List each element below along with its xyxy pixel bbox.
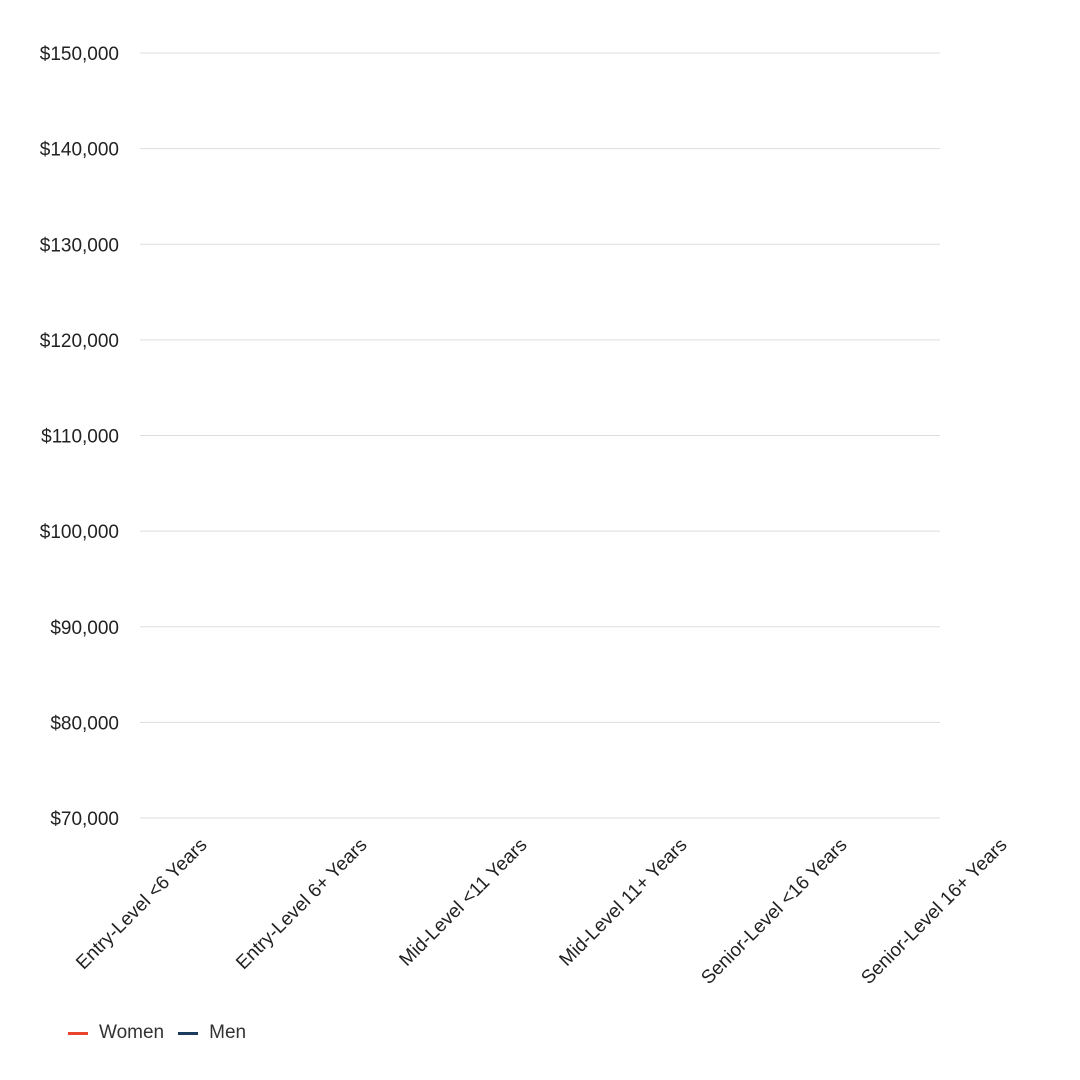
y-tick-label: $130,000: [39, 235, 119, 257]
legend: [68, 1022, 260, 1044]
y-tick-label: $120,000: [39, 330, 119, 352]
y-tick-label: $100,000: [39, 522, 119, 544]
legend-label-men: Men: [209, 1022, 247, 1043]
x-tick-label: Entry-Level <6 Years: [72, 834, 212, 974]
x-axis-tick-labels: [72, 835, 1011, 989]
legend-item-men[interactable]: [178, 1022, 246, 1044]
grid-lines: [140, 53, 940, 818]
x-tick-label: Entry-Level 6+ Years: [232, 834, 372, 974]
y-tick-label: $90,000: [50, 617, 119, 639]
legend-label-women: Women: [99, 1022, 165, 1043]
y-tick-label: $110,000: [41, 426, 119, 448]
x-tick-label: Mid-Level 11+ Years: [555, 834, 692, 971]
y-tick-label: $140,000: [39, 139, 119, 161]
y-tick-label: $80,000: [50, 713, 119, 735]
x-tick-label: Mid-Level <11 Years: [395, 834, 532, 971]
y-tick-label: $70,000: [50, 809, 119, 830]
y-axis-tick-labels: [40, 44, 119, 830]
legend-item-women[interactable]: [68, 1022, 164, 1044]
legend-swatch-women: [68, 1032, 88, 1035]
x-tick-label: Senior-Level <16 Years: [697, 834, 852, 989]
legend-swatch-men: [178, 1032, 198, 1035]
x-tick-label: Senior-Level 16+ Years: [857, 834, 1012, 989]
y-tick-label: $150,000: [39, 44, 119, 65]
